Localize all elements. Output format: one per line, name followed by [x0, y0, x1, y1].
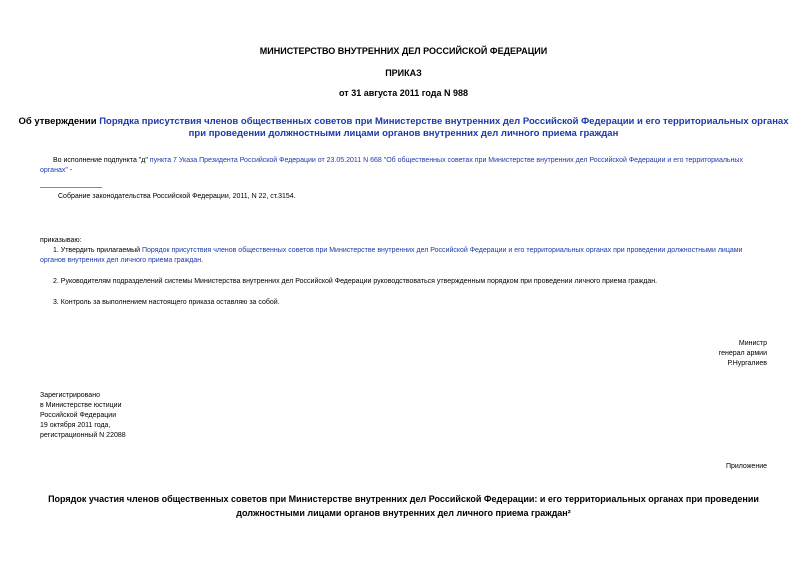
registration-line5: регистрационный N 22088 [40, 432, 126, 439]
appendix-title-line2: должностными лицами органов внутренних дел личного приема граждан [236, 508, 568, 518]
item1-link-line2[interactable]: органов внутренних дел личного приема граждан [40, 257, 202, 264]
footnote-separator: ________________ [40, 181, 103, 188]
appendix-title-line1b: и его территориальных органах при проведении [539, 494, 759, 504]
doc-type-heading: ПРИКАЗ [385, 68, 422, 78]
signature-block [719, 339, 767, 369]
preamble-link[interactable]: пункта 7 Указа Президента Российской Федерации от 23.05.2011 N 668 "Об общественных советах при Министерстве внутренних дел Российской Федерации и его территориальных [149, 157, 743, 164]
ministry-heading: МИНИСТЕРСТВО ВНУТРЕННИХ ДЕЛ РОССИЙСКОЙ ФЕДЕРАЦИИ [259, 46, 548, 56]
appendix-label: Приложение [725, 463, 767, 470]
order-item-2: 2. Руководителям подразделений системы Министерства внутренних дел Российской Федерации руководствоваться утвержденным порядком при проведении личного приема граждан. [53, 278, 658, 285]
preamble-suffix: - [67, 167, 73, 174]
appendix-title-sep: : [534, 494, 540, 504]
registration-line3: Российской Федерации [40, 412, 117, 419]
registration-line1: Зарегистрировано [40, 392, 100, 399]
item1-prefix: 1. Утвердить прилагаемый [53, 247, 142, 254]
order-title [0, 116, 807, 140]
registration-line2: в Министерстве юстиции [40, 402, 122, 409]
title-prefix: Об утверждении [18, 116, 100, 127]
footnote-text: Собрание законодательства Российской Федерации, 2011, N 22, ст.3154. [58, 193, 296, 200]
registration-block [40, 391, 126, 441]
title-link-line2[interactable]: при проведении должностными лицами органов внутренних дел личного приема граждан [188, 128, 619, 139]
signature-title: Министр [738, 340, 767, 347]
prikazyvayu-label: приказываю: [40, 237, 82, 244]
title-link-line1[interactable]: Порядка присутствия членов общественных советов при Министерстве внутренних дел Российской Федерации и его территориальных органах [99, 116, 789, 127]
appendix-title [0, 492, 807, 520]
preamble-text: Во исполнение подпункта "д" [53, 157, 150, 164]
registration-line4: 19 октября 2011 года, [40, 422, 111, 429]
date-number-heading: от 31 августа 2011 года N 988 [339, 88, 468, 98]
appendix-title-end: ² [567, 508, 571, 518]
order-item-1 [40, 246, 780, 266]
item1-link[interactable]: Порядок присутствия членов общественных советов при Министерстве внутренних дел Российской Федерации и его территориальных органах при проведении должностными лицами [141, 247, 743, 254]
signature-rank: генерал армии [718, 350, 767, 357]
preamble-link-line2[interactable]: органах" [40, 167, 68, 174]
appendix-title-line1: Порядок участия членов общественных советов при Министерстве внутренних дел Российской Федерации [48, 494, 535, 504]
order-item-3: 3. Контроль за выполнением настоящего приказа оставляю за собой. [53, 299, 280, 306]
preamble-paragraph [40, 156, 780, 176]
signature-name: Р.Нургалиев [727, 360, 767, 367]
item1-suffix: . [201, 257, 204, 264]
